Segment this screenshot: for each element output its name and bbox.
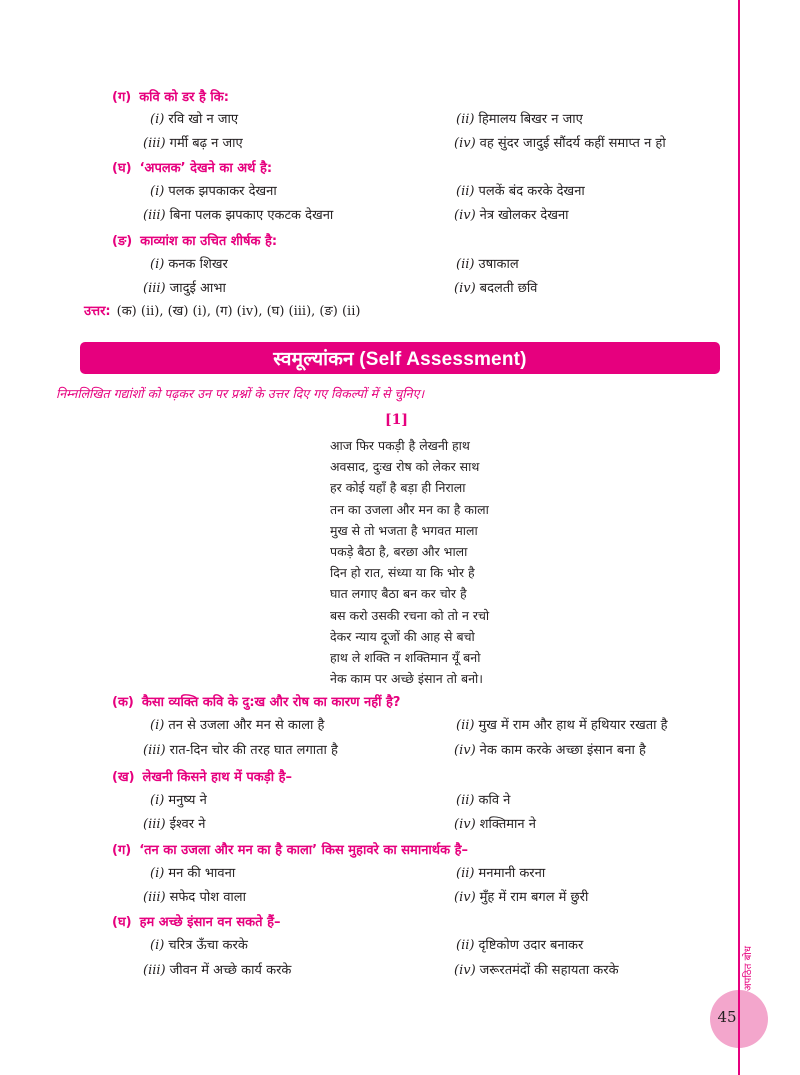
option-number: (i) xyxy=(150,938,165,953)
option-number: (iii) xyxy=(143,136,166,151)
option xyxy=(454,133,666,151)
option-text: बदलती छवि xyxy=(479,281,538,296)
option-text: मनुष्य ने xyxy=(168,793,207,808)
question-label: (ङ) xyxy=(112,234,133,249)
option-text: हिमालय बिखर न जाए xyxy=(478,112,583,127)
option xyxy=(143,960,291,978)
option-text: रवि खो न जाए xyxy=(168,112,239,127)
option xyxy=(143,278,226,296)
question-nga-top xyxy=(112,231,277,249)
option xyxy=(150,935,248,953)
question-text: लेखनी किसने हाथ में पकड़ी है– xyxy=(142,770,292,785)
option xyxy=(150,863,235,881)
option-number: (iii) xyxy=(143,208,166,223)
poem-line: मुख से तो भजता है भगवत माला xyxy=(330,522,478,538)
option-text: तन से उजला और मन से काला है xyxy=(168,718,325,733)
option-text: मुँह में राम बगल में छुरी xyxy=(479,890,589,905)
option-text: पलकें बंद करके देखना xyxy=(478,184,585,199)
poem-line: देकर न्याय दूजों की आह से बचो xyxy=(330,628,475,644)
option xyxy=(454,814,536,832)
option-number: (ii) xyxy=(456,866,475,881)
option-number: (ii) xyxy=(456,718,475,733)
option xyxy=(143,814,205,832)
option-number: (ii) xyxy=(456,793,475,808)
option-number: (ii) xyxy=(456,938,475,953)
option-text: पलक झपकाकर देखना xyxy=(168,184,277,199)
option xyxy=(456,790,510,808)
poem-line: नेक काम पर अच्छे इंसान तो बनो। xyxy=(330,671,483,687)
chapter-side-label: अपठित बोध xyxy=(743,945,754,991)
option xyxy=(150,790,207,808)
option xyxy=(150,715,324,733)
option xyxy=(454,887,588,905)
option-number: (iv) xyxy=(454,963,476,978)
option-number: (i) xyxy=(150,257,165,272)
option xyxy=(150,181,277,199)
option-text: जीवन में अच्छे कार्य करके xyxy=(169,963,292,978)
option-text: चरित्र ऊँचा करके xyxy=(168,938,248,953)
option xyxy=(143,887,246,905)
question-gha-top xyxy=(112,158,272,176)
option xyxy=(456,254,519,272)
option-number: (iv) xyxy=(454,281,476,296)
option-text: उषाकाल xyxy=(478,257,519,272)
option-number: (ii) xyxy=(456,184,475,199)
option-text: दृष्टिकोण उदार बनाकर xyxy=(478,938,584,953)
option-number: (i) xyxy=(150,112,165,127)
option-number: (iii) xyxy=(143,281,166,296)
question-text: कवि को डर है कि: xyxy=(139,90,229,105)
page-number: 45 xyxy=(717,1008,737,1026)
option xyxy=(150,109,238,127)
option xyxy=(456,715,668,733)
question-ga-top xyxy=(112,87,229,105)
option xyxy=(143,205,333,223)
question-text: कैसा व्यक्ति कवि के दु:ख और रोष का कारण नहीं है? xyxy=(141,695,401,710)
option-number: (iv) xyxy=(454,817,476,832)
question-text: हम अच्छे इंसान वन सकते हैं– xyxy=(139,915,281,930)
option-text: नेत्र खोलकर देखना xyxy=(479,208,569,223)
option xyxy=(143,133,243,151)
answer-label: उत्तर: xyxy=(84,304,111,319)
question-label: (ख) xyxy=(112,770,135,785)
poem-line: बस करो उसकी रचना को तो न रचो xyxy=(330,607,490,623)
option-number: (iv) xyxy=(454,136,476,151)
option xyxy=(456,935,583,953)
option-number: (iv) xyxy=(454,743,476,758)
option xyxy=(143,740,338,758)
section-title: स्वमूल्यांकन (Self Assessment) xyxy=(273,349,527,370)
option xyxy=(454,960,619,978)
question-label: (घ) xyxy=(112,161,132,176)
question-text: ‘तन का उजला और मन का है काला’ किस मुहावरे का समानार्थक है– xyxy=(139,843,468,858)
question-ga-bottom xyxy=(112,840,468,858)
option xyxy=(150,254,228,272)
poem-line: हाथ ले शक्ति न शक्तिमान यूँ बनो xyxy=(330,649,481,665)
option-text: रात-दिन चोर की तरह घात लगाता है xyxy=(169,743,338,758)
option-text: नेक काम करके अच्छा इंसान बना है xyxy=(479,743,646,758)
poem-line: घात लगाए बैठा बन कर चोर है xyxy=(330,586,467,602)
option-text: बिना पलक झपकाए एकटक देखना xyxy=(169,208,334,223)
option-text: कवि ने xyxy=(478,793,511,808)
poem-line: हर कोई यहाँ है बड़ा ही निराला xyxy=(330,480,466,496)
option xyxy=(454,740,646,758)
option-number: (iii) xyxy=(143,963,166,978)
poem-line: दिन हो रात, संध्या या कि भोर है xyxy=(330,565,475,581)
option-number: (ii) xyxy=(456,112,475,127)
answer-text: (क) (ii), (ख) (i), (ग) (iv), (घ) (iii), (ङ) (ii) xyxy=(116,304,361,319)
option-number: (iii) xyxy=(143,890,166,905)
poem-line: पकड़े बैठा है, बरछा और भाला xyxy=(330,543,468,559)
option xyxy=(454,278,537,296)
option-number: (ii) xyxy=(456,257,475,272)
option-text: जरूरतमंदों की सहायता करके xyxy=(479,963,619,978)
option xyxy=(456,109,583,127)
question-gha-bottom xyxy=(112,912,281,930)
option-text: ईश्वर ने xyxy=(169,817,206,832)
option-number: (iii) xyxy=(143,817,166,832)
option xyxy=(454,205,569,223)
option-number: (iv) xyxy=(454,890,476,905)
option xyxy=(456,863,545,881)
option-text: शक्तिमान ने xyxy=(479,817,536,832)
answer-key xyxy=(84,301,360,319)
option-text: वह सुंदर जादुई सौंदर्य कहीं समाप्त न हो xyxy=(479,136,666,151)
option-text: मुख में राम और हाथ में हथियार रखता है xyxy=(478,718,668,733)
poem-line: आज फिर पकड़ी है लेखनी हाथ xyxy=(330,438,470,453)
option xyxy=(456,181,585,199)
option-number: (i) xyxy=(150,184,165,199)
option-text: गर्मी बढ़ न जाए xyxy=(169,136,243,151)
passage-number: [1] xyxy=(385,412,408,428)
option-text: मनमानी करना xyxy=(478,866,546,881)
option-text: मन की भावना xyxy=(168,866,236,881)
poem xyxy=(330,435,489,689)
option-number: (iv) xyxy=(454,208,476,223)
poem-line: अवसाद, दुःख रोष को लेकर साथ xyxy=(330,459,480,475)
option-number: (i) xyxy=(150,866,165,881)
section-banner xyxy=(80,342,720,374)
question-text: ‘अपलक’ देखने का अर्थ है: xyxy=(139,161,273,176)
option-number: (i) xyxy=(150,793,165,808)
question-label: (ग) xyxy=(112,90,132,105)
option-text: सफेद पोश वाला xyxy=(169,890,246,905)
question-text: काव्यांश का उचित शीर्षक है: xyxy=(140,234,278,249)
margin-rule xyxy=(738,0,740,1075)
poem-line: तन का उजला और मन का है काला xyxy=(330,501,489,517)
option-number: (iii) xyxy=(143,743,166,758)
instruction-text: निम्नलिखित गद्यांशों को पढ़कर उन पर प्रश्नों के उत्तर दिए गए विकल्पों में से चुनिए। xyxy=(56,386,425,401)
option-text: जादुई आभा xyxy=(169,281,226,296)
question-label: (क) xyxy=(112,695,134,710)
option-number: (i) xyxy=(150,718,165,733)
question-ka xyxy=(112,692,400,710)
question-kha xyxy=(112,767,292,785)
option-text: कनक शिखर xyxy=(168,257,228,272)
question-label: (घ) xyxy=(112,915,132,930)
question-label: (ग) xyxy=(112,843,132,858)
